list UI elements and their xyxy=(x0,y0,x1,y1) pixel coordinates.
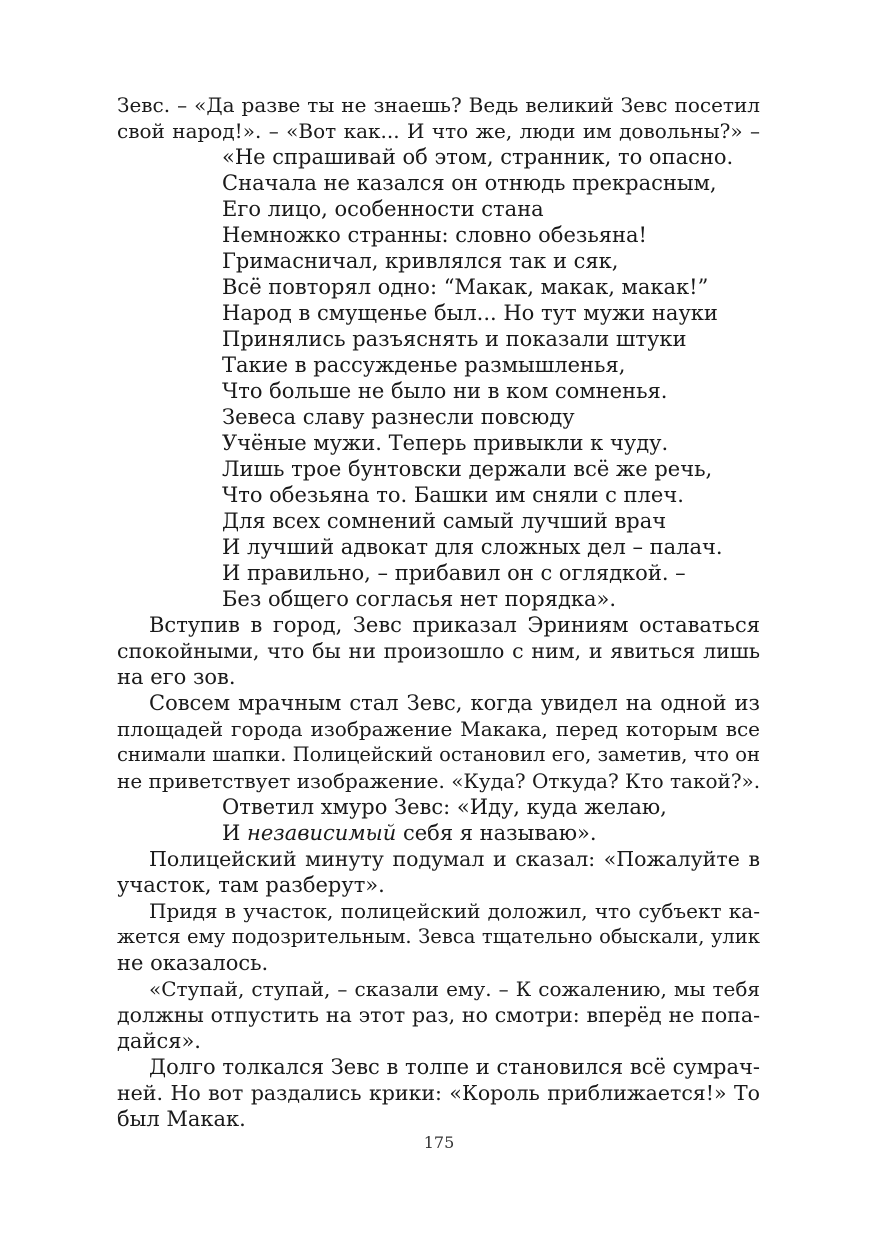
italic-word: независимый xyxy=(247,821,397,845)
text-line: дайся». xyxy=(117,1029,201,1053)
verse-line: Для всех сомнений самый лучший врач xyxy=(222,509,667,533)
text-line: спокойными, что бы ни произошло с ним, и явиться лишь xyxy=(117,639,760,663)
verse-line: Немножко странны: словно обезьяна! xyxy=(222,223,647,247)
verse-line: Ответил хмуро Зевс: «Иду, куда желаю, xyxy=(222,795,667,819)
verse-line: Что больше не было ни в ком сомненья. xyxy=(222,379,668,403)
text-line: на его зов. xyxy=(117,665,236,689)
paragraph-1 xyxy=(117,612,760,690)
verse-line: «Не спрашивай об этом, странник, то опасно. xyxy=(222,145,734,169)
verse-line: Его лицо, особенности стана xyxy=(222,197,544,221)
paragraph-2 xyxy=(117,690,760,794)
verse-line: Сначала не казался он отнюдь прекрасным, xyxy=(222,171,717,195)
verse-text: И xyxy=(222,821,247,845)
text-line: Вступив в город, Зевс приказал Эриниям оставаться xyxy=(149,613,760,637)
text-line: Долго толкался Зевс в толпе и становился всё сумрач- xyxy=(149,1055,760,1079)
text-line: должны отпустить на этот раз, но смотри: вперёд не попа- xyxy=(117,1003,760,1027)
opening-paragraph xyxy=(117,92,760,144)
verse-line xyxy=(117,820,760,846)
verse-line: Лишь трое бунтовски держали всё же речь, xyxy=(222,457,713,481)
text-line: «Ступай, ступай, – сказали ему. – К сожалению, мы тебя xyxy=(149,977,760,1001)
text-line: был Макак. xyxy=(117,1107,246,1131)
verse-line: И правильно, – прибавил он с оглядкой. – xyxy=(222,561,686,585)
text-line: Зевс. – «Да разве ты не знаешь? Ведь великий Зевс посетил xyxy=(117,93,760,117)
verse-line: Гримасничал, кривлялся так и сяк, xyxy=(222,249,619,273)
text-line: жется ему подозрительным. Зевса тщательно обыскали, улик xyxy=(117,925,760,948)
text-line: Полицейский минуту подумал и сказал: «Пожалуйте в xyxy=(149,847,760,871)
paragraph-5 xyxy=(117,976,760,1054)
text-line: площадей города изображение Макака, перед которым все xyxy=(117,717,760,741)
paragraph-4 xyxy=(117,898,760,976)
verse-line: Учёные мужи. Теперь привыкли к чуду. xyxy=(222,431,669,455)
verse-text: себя я называю». xyxy=(396,821,597,845)
verse-line: Народ в смущенье был... Но тут мужи науки xyxy=(222,301,718,325)
text-line: не оказалось. xyxy=(117,951,269,975)
verse-line: И лучший адвокат для сложных дел – палач. xyxy=(222,535,723,559)
text-line: Придя в участок, полицейский доложил, что субъект ка- xyxy=(149,899,760,923)
text-line: Совсем мрачным стал Зевс, когда увидел на одной из xyxy=(149,691,760,715)
verse-line: Принялись разъяснять и показали штуки xyxy=(222,327,687,351)
text-line: ней. Но вот раздались крики: «Король приближается!» То xyxy=(117,1081,760,1105)
verse-block-2 xyxy=(117,794,760,846)
verse-line: Всё повторял одно: “Макак, макак, макак!” xyxy=(222,275,709,299)
paragraph-3 xyxy=(117,846,760,898)
verse-line: Что обезьяна то. Башки им сняли с плеч. xyxy=(222,483,684,507)
text-line: участок, там разберут». xyxy=(117,873,385,897)
verse-line: Зевеса славу разнесли повсюду xyxy=(222,405,575,429)
paragraph-6 xyxy=(117,1054,760,1132)
verse-line: Без общего согласья нет порядка». xyxy=(222,587,617,611)
page-number: 175 xyxy=(423,1133,455,1152)
verse-line: Такие в рассужденье размышленья, xyxy=(222,353,626,377)
verse-block-1 xyxy=(117,144,760,612)
text-line: не приветствует изображение. «Куда? Откуда? Кто такой?». xyxy=(117,769,761,793)
page-body xyxy=(117,92,760,1132)
text-line: свой народ!». – «Вот как... И что же, люди им довольны?» – xyxy=(117,119,760,143)
text-line: снимали шапки. Полицейский остановил его, заметив, что он xyxy=(117,743,760,766)
